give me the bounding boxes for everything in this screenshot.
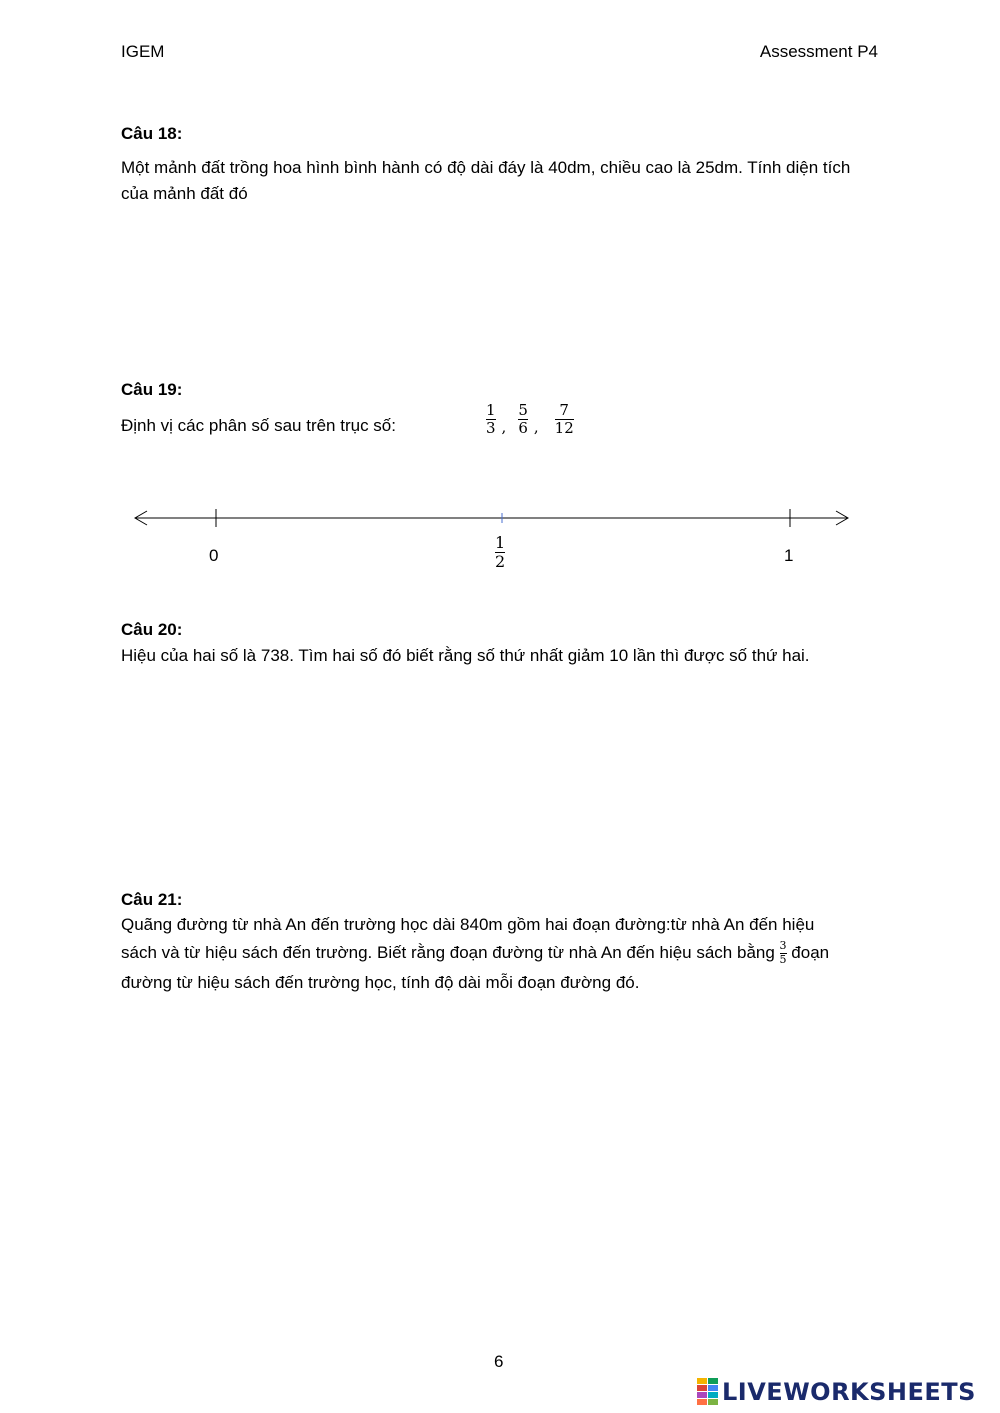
liveworksheets-mark-icon: [697, 1378, 719, 1406]
fraction-1: $\frac{1}{3}$: [486, 401, 496, 438]
question-21-line-2-after: đoạn: [791, 943, 830, 962]
liveworksheets-brand: LIVEWORKSHEETS: [722, 1378, 976, 1406]
label-zero: 0: [209, 546, 219, 565]
question-19-title: Câu 19:: [121, 380, 183, 399]
question-21-line-1: Quãng đường từ nhà An đến trường học dài 840m gồm hai đoạn đường:từ nhà An đến hiệu: [121, 915, 815, 934]
fraction-3: $\frac{7}{12}$: [554, 401, 574, 438]
header-right: Assessment P4: [759, 42, 878, 61]
fraction-list: [486, 402, 574, 438]
question-21-line-3: đường từ hiệu sách đến trường học, tính độ dài mỗi đoạn đường đó.: [121, 973, 640, 992]
label-half: 1 2: [495, 533, 506, 572]
question-21-title: Câu 21:: [121, 890, 183, 909]
fraction-separator: ,: [501, 417, 507, 436]
question-18-text: Một mảnh đất trồng hoa hình bình hành có độ dài đáy là 40dm, chiều cao là 25dm. Tính diện tích của mảnh đất đó: [121, 158, 851, 203]
fraction-separator: ,: [533, 417, 539, 436]
question-18-title: Câu 18:: [121, 124, 183, 143]
question-21-line-2: [121, 940, 891, 967]
page-number: 6: [494, 1352, 504, 1371]
question-19-text: Định vị các phân số sau trên trục số:: [121, 416, 396, 435]
fraction-2: $\frac{5}{6}$: [518, 401, 528, 438]
question-21-fraction: $\frac{3}{5}$: [779, 939, 787, 967]
liveworksheets-logo[interactable]: [697, 1378, 976, 1406]
label-one: 1: [784, 546, 794, 565]
question-20-text: Hiệu của hai số là 738. Tìm hai số đó biết rằng số thứ nhất giảm 10 lần thì được số thứ hai.: [121, 646, 810, 665]
question-21-line-2-before: sách và từ hiệu sách đến trường. Biết rằng đoạn đường từ nhà An đến hiệu sách bằng: [121, 943, 775, 962]
question-20-title: Câu 20:: [121, 620, 183, 639]
header-left: IGEM: [121, 42, 165, 61]
